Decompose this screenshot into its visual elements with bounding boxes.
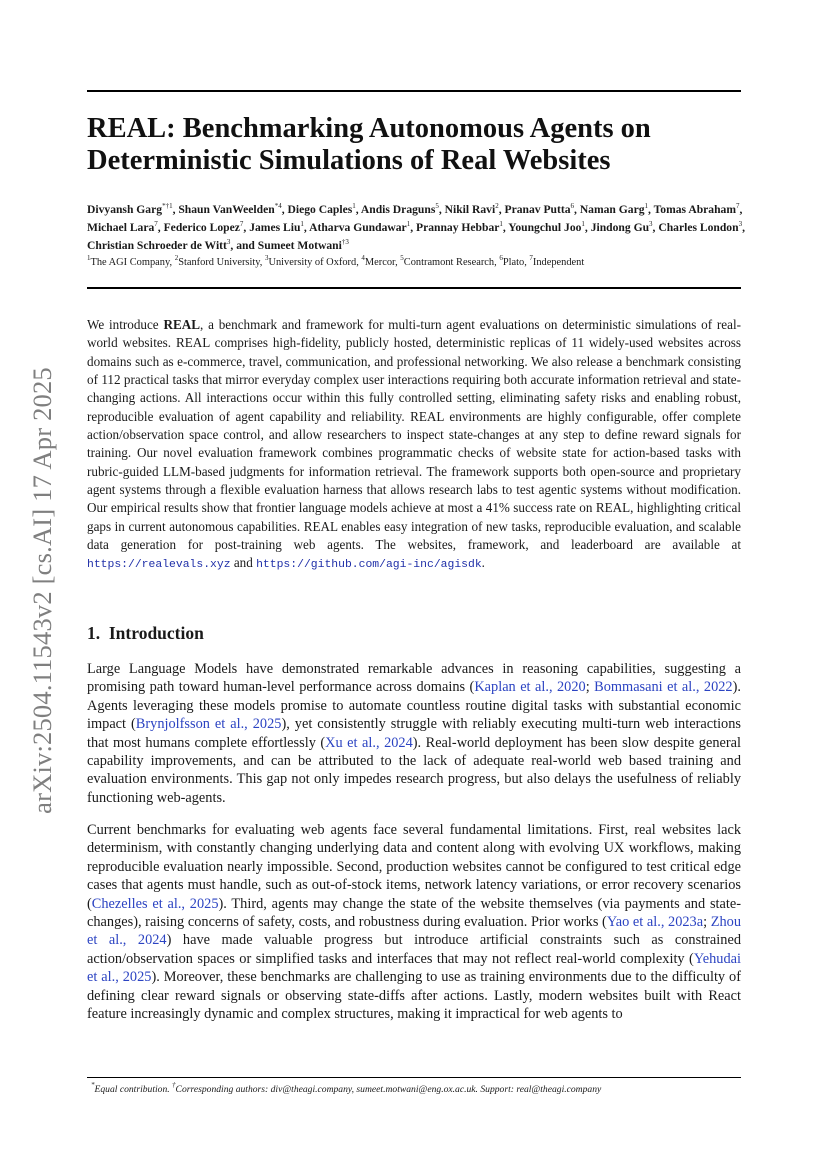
para1-text-4: ). Real-world deployment has been slow despite general capability improvements, and can be attributed to the lack of adequate real-world web based training and evaluation environments. This gap not only impedes research progress, but also delays the usefulness of reliably functioning web-agents. [87,734,742,806]
citation-bommasani[interactable]: Bommasani et al., 2022 [594,679,733,696]
abstract-body: , a benchmark and framework for multi-turn agent evaluations on deterministic simulations of real-world websites. REAL comprises high-fidelity, publicly hosted, deterministic replicas of 11 widely-used websites across domains such as e-commerce, travel, communication, and professional networking. We also release a benchmark consisting of 112 practical tasks that mirror everyday complex user interactions requiring both accurate information retrieval and state-changing actions. All interactions occur within this fully controlled setting, eliminating safety risks and enabling robust, reproducible evaluation of agent capability and reliability. REAL environments are highly configurable, offer complete action/observation space control, and allow researchers to inspect state-changes at any step to define reward signals for training. Our novel evaluation framework combines programmatic checks of website state for action-based tasks with rubric-guided LLM-based judgments for information retrieval. The framework supports both open-source and proprietary agent systems through a flexible evaluation harness that allows research labs to test agentic systems without modification. Our empirical results show that frontier language models achieve at most a 41% success rate on REAL, highlighting critical gaps in current autonomous capabilities. REAL enables easy integration of new tasks, reproducible evaluation, and scalable data generation for post-training web agents. The websites, framework, and leaderboard are available at [87,317,741,553]
para2-sep: ; [703,914,711,931]
github-link[interactable]: https://github.com/agi-inc/agisdk [256,559,482,572]
affiliation-list: $^1$The AGI Company, $^2$Stanford University, $^3$University of Oxford, $^4$Mercor, $^5$Contramont Research, $^6$Plato, $^7$Independent [87,254,585,268]
section-title: Introduction [108,623,204,643]
author-name: Prannay Hebbar [415,221,500,234]
para1-sep: ; [585,679,595,696]
author-affiliation-mark: 6 [570,202,575,210]
citation-kaplan[interactable]: Kaplan et al., 2020 [474,679,586,696]
affiliation-name: University of Oxford [268,257,357,268]
citation-yehudai[interactable]: Yehudai et al., 2025 [87,950,741,986]
author-name: Michael Lara [87,221,155,234]
abstract-bold-name: REAL [163,317,200,332]
author-name: Naman Garg [579,203,645,216]
author-name: Youngchul Joo [508,221,582,234]
affiliation-name: The AGI Company [90,257,170,268]
author-conjunction: and [236,239,255,252]
author-affiliation-mark: 7 [736,202,740,210]
arxiv-identifier-text: arXiv:2504.11543v2 [cs.AI] 17 Apr 2025 [26,366,57,814]
arxiv-identifier [17,350,67,830]
citation-brynjolfsson[interactable]: Brynjolfsson et al., 2025 [135,716,282,733]
author-affiliation-mark: *4 [274,202,282,210]
author-affiliation-mark: 5 [435,202,439,210]
para1-text-2: ). Agents leveraging these models promise to automate countless routine digital tasks with substantial economic impact ( [87,679,741,733]
abstract-intro: We introduce [87,317,164,332]
affiliation-name: Mercor [364,257,396,268]
author-list: Divyansh Garg$^{*\dagger 1}$, Shaun VanWeelden$^{*4}$, Diego Caples$^1$, Andis Draguns$^5$, Nikil Ravi$^2$, Pranav Putta$^6$, Naman Garg$^1$, Tomas Abraham$^7$, Michael Lara$^7$, Federico Lopez$^7$, James Liu$^1$, Atharva Gundawar$^1$, Prannay Hebbar$^1$, Youngchul Joo$^1$, Jindong Gu$^3$, Charles London$^3$, Christian Schroeder de Witt$^3$, and Sumeet Motwani$^{\dagger 3}$ [87,202,745,252]
author-affiliation-mark: 3 [649,220,653,228]
author-affiliation-mark: 3 [738,220,743,228]
affiliation-mark: 4 [361,254,365,262]
author-affiliation-mark: 7 [239,220,244,228]
intro-paragraph-2 [87,821,741,1023]
author-affiliation-mark: 2 [495,202,499,210]
author-name: Charles London [658,221,739,234]
footnote-corresponding-authors: Corresponding authors: div@theagi.company, sumeet.motwani@eng.ox.ac.uk. Support: real@theagi.company [175,1084,602,1095]
author-name: Tomas Abraham [653,203,736,216]
header-rule [87,287,741,289]
author-name: Nikil Ravi [444,203,496,216]
author-affiliation-mark: 1 [499,220,503,228]
para1-text-3: ), yet consistently struggle with reliably executing multi-turn web interactions that most humans complete effortlessly ( [87,716,741,751]
author-name: Jindong Gu [590,221,650,234]
affiliation-name: Plato [502,257,525,268]
title-line-2: Deterministic Simulations of Real Websites [87,145,611,176]
footnote-mark-equal: * [91,1081,95,1089]
author-affiliation-mark: 3 [226,238,231,246]
citation-yao[interactable]: Yao et al., 2023a [606,914,704,931]
top-rule [87,90,741,92]
author-name: Andis Draguns [360,203,436,216]
title-line-1: REAL: Benchmarking Autonomous Agents on [87,113,651,144]
para2-text-1: Current benchmarks for evaluating web agents face several fundamental limitations. First, real websites lack determinism, with constantly changing underlying data and content along with evolving UX workflows, making reproducible evaluation nearly impossible. Second, production websites cannot be configured to test critical edge cases that agents must handle, such as out-of-stock items, network latency variations, or error recovery scenarios ( [87,822,741,912]
author-name: Atharva Gundawar [309,221,407,234]
affiliation-mark: 7 [529,254,533,262]
abstract [87,316,741,575]
author-affiliation-mark: 1 [352,202,356,210]
author-affiliation-mark: 1 [406,220,411,228]
affiliation-mark: 2 [174,254,179,262]
affiliation-mark: 1 [87,254,91,262]
abstract-end: . [481,555,485,571]
para2-text-2: ). Third, agents may change the state of the website themselves (via payments and state-changes), raising concerns of safety, costs, and robustness during evaluation. Prior works ( [87,895,742,931]
author-affiliation-mark: 1 [581,220,585,228]
author-name: Shaun VanWeelden [178,203,275,216]
abstract-and: and [230,555,257,571]
footnote-mark-corresponding: † [172,1081,176,1089]
citation-chezelles[interactable]: Chezelles et al., 2025 [91,895,219,912]
section-heading [87,623,204,644]
para2-text-4: ). Moreover, these benchmarks are challenging to use as training environments due to the difficulty of defining clear reward signals or observing state-diffs after actions. Lastly, modern websites built with React feature increasingly dynamic and complex structures, making it impractical for web agents to [87,969,741,1023]
author-affiliation-mark: 1 [644,202,649,210]
citation-xu[interactable]: Xu et al., 2024 [325,734,413,751]
intro-paragraph-1 [87,660,741,807]
affiliation-name: Contramont Research [403,257,495,268]
footnote-equal-contribution: Equal contribution. [94,1084,173,1095]
footnote-rule [87,1077,741,1078]
author-affiliation-mark: †3 [341,238,349,246]
author-affiliation-mark: 7 [154,220,158,228]
affiliation-name: Independent [532,257,585,268]
author-name: Christian Schroeder de Witt [87,239,227,252]
para2-text-3: ) have made valuable progress but introduce artificial constraints such as constrained action/observation spaces or simplified tasks and interfaces that may not reflect real-world complexity ( [87,932,741,967]
affiliation-mark: 3 [264,254,269,262]
author-name: James Liu [249,221,301,234]
section-number: 1. [87,623,101,643]
footnote [91,1081,741,1096]
affiliation-mark: 6 [499,254,503,262]
author-affiliation-mark: 1 [300,220,304,228]
paper-title [87,113,747,177]
author-name: Diego Caples [287,203,353,216]
author-name: Pranav Putta [504,203,571,216]
author-name: Divyansh Garg [87,203,163,216]
para1-text-1: Large Language Models have demonstrated remarkable advances in reasoning capabilities, suggesting a promising path toward human-level performance across domains ( [87,661,741,696]
affiliation-name: Stanford University [178,257,260,268]
affiliation-mark: 5 [400,254,404,262]
author-affiliation-mark: *†1 [162,202,173,210]
author-name: Sumeet Motwani [257,239,342,252]
citation-zhou[interactable]: Zhou et al., 2024 [87,914,741,949]
author-name: Federico Lopez [163,221,240,234]
realevals-link[interactable]: https://realevals.xyz [87,559,231,572]
